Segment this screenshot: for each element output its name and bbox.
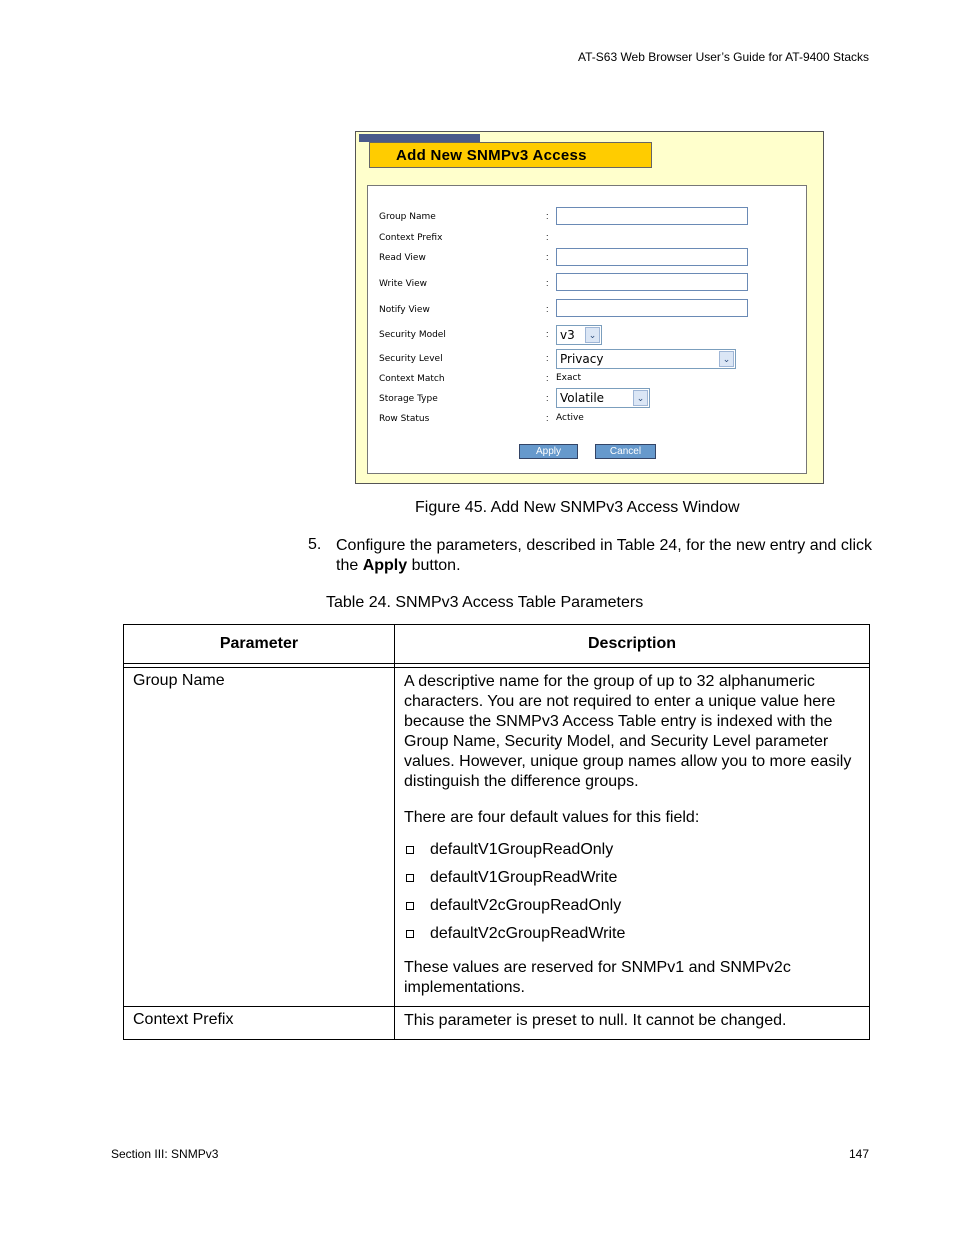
figure-caption: Figure 45. Add New SNMPv3 Access Window xyxy=(415,499,740,516)
colon: : xyxy=(546,252,549,262)
write-view-label: Write View xyxy=(379,279,427,289)
list-item xyxy=(404,864,860,892)
write-view-input[interactable] xyxy=(556,273,748,291)
cancel-button[interactable]: Cancel xyxy=(595,444,656,459)
context-prefix-label: Context Prefix xyxy=(379,233,443,243)
description-paragraph: A descriptive name for the group of up to 32 alphanumeric characters. You are not required to enter a unique value here because the SNMPv3 Access Table entry is indexed with the Group Name, Security Model, and Security Level parameter values. However, unique group names allow you to more easily distinguish the difference groups. xyxy=(404,673,852,790)
checkbox-bullet-icon xyxy=(406,902,414,910)
parameters-table xyxy=(123,624,870,1040)
colon: : xyxy=(546,304,549,314)
security-model-label: Security Model xyxy=(379,330,446,340)
param-name: Context Prefix xyxy=(124,1007,395,1040)
notify-view-label: Notify View xyxy=(379,305,430,315)
list-item xyxy=(404,836,860,864)
storage-type-select[interactable] xyxy=(556,388,650,408)
chevron-down-icon[interactable]: ⌄ xyxy=(719,351,734,367)
row-status-label: Row Status xyxy=(379,414,430,424)
running-header: AT-S63 Web Browser User’s Guide for AT-9400 Stacks xyxy=(577,50,869,64)
table-header-row xyxy=(124,625,870,664)
context-match-label: Context Match xyxy=(379,374,445,384)
bullet-text: defaultV1GroupReadWrite xyxy=(430,869,618,886)
step-number: 5. xyxy=(308,536,322,553)
param-name: Group Name xyxy=(124,668,395,1007)
form-panel xyxy=(367,185,807,474)
list-item xyxy=(404,920,860,948)
notify-view-input[interactable] xyxy=(556,299,748,317)
table-row xyxy=(124,1007,870,1040)
footer-section: Section III: SNMPv3 xyxy=(111,1147,219,1161)
footer-page-number: 147 xyxy=(848,1147,869,1161)
param-description: This parameter is preset to null. It cannot be changed. xyxy=(395,1007,870,1040)
param-description xyxy=(395,668,870,1007)
window-title: Add New SNMPv3 Access xyxy=(396,147,587,164)
security-level-label: Security Level xyxy=(379,354,443,364)
security-model-value: v3 xyxy=(560,328,575,342)
step-text-after: button. xyxy=(407,557,461,574)
colon: : xyxy=(546,353,549,363)
column-header-parameter: Parameter xyxy=(124,625,395,664)
colon: : xyxy=(546,413,549,423)
colon: : xyxy=(546,393,549,403)
chevron-down-icon[interactable]: ⌄ xyxy=(633,390,648,406)
security-model-select[interactable] xyxy=(556,325,602,345)
list-item xyxy=(404,892,860,920)
group-name-label: Group Name xyxy=(379,212,436,222)
colon: : xyxy=(546,211,549,221)
description-paragraph: There are four default values for this field: xyxy=(404,809,700,826)
checkbox-bullet-icon xyxy=(406,874,414,882)
security-level-value: Privacy xyxy=(560,352,604,366)
window-tab-strip xyxy=(359,134,480,142)
bullet-text: defaultV1GroupReadOnly xyxy=(430,841,614,858)
column-header-description: Description xyxy=(395,625,870,664)
read-view-input[interactable] xyxy=(556,248,748,266)
checkbox-bullet-icon xyxy=(406,930,414,938)
description-paragraph: These values are reserved for SNMPv1 and SNMPv2c implementations. xyxy=(404,959,791,996)
colon: : xyxy=(546,373,549,383)
read-view-label: Read View xyxy=(379,253,426,263)
apply-button[interactable]: Apply xyxy=(519,444,578,459)
colon: : xyxy=(546,278,549,288)
storage-type-value: Volatile xyxy=(560,391,605,405)
table-row xyxy=(124,668,870,1007)
step-text-bold: Apply xyxy=(362,557,408,574)
step-text xyxy=(336,536,876,576)
group-name-input[interactable] xyxy=(556,207,748,225)
colon: : xyxy=(546,329,549,339)
bullet-text: defaultV2cGroupReadWrite xyxy=(430,925,626,942)
chevron-down-icon[interactable]: ⌄ xyxy=(585,327,600,343)
checkbox-bullet-icon xyxy=(406,846,414,854)
table-caption: Table 24. SNMPv3 Access Table Parameters xyxy=(326,594,644,611)
storage-type-label: Storage Type xyxy=(379,394,438,404)
step-text-before: Configure the parameters, described in Table 24, for the new entry and click the xyxy=(336,537,872,574)
context-match-value: Exact xyxy=(556,373,582,383)
window-title-bar xyxy=(369,142,652,168)
snmpv3-access-window xyxy=(355,131,824,484)
colon: : xyxy=(546,232,549,242)
bullet-text: defaultV2cGroupReadOnly xyxy=(430,897,622,914)
row-status-value: Active xyxy=(556,413,584,423)
security-level-select[interactable] xyxy=(556,349,736,369)
